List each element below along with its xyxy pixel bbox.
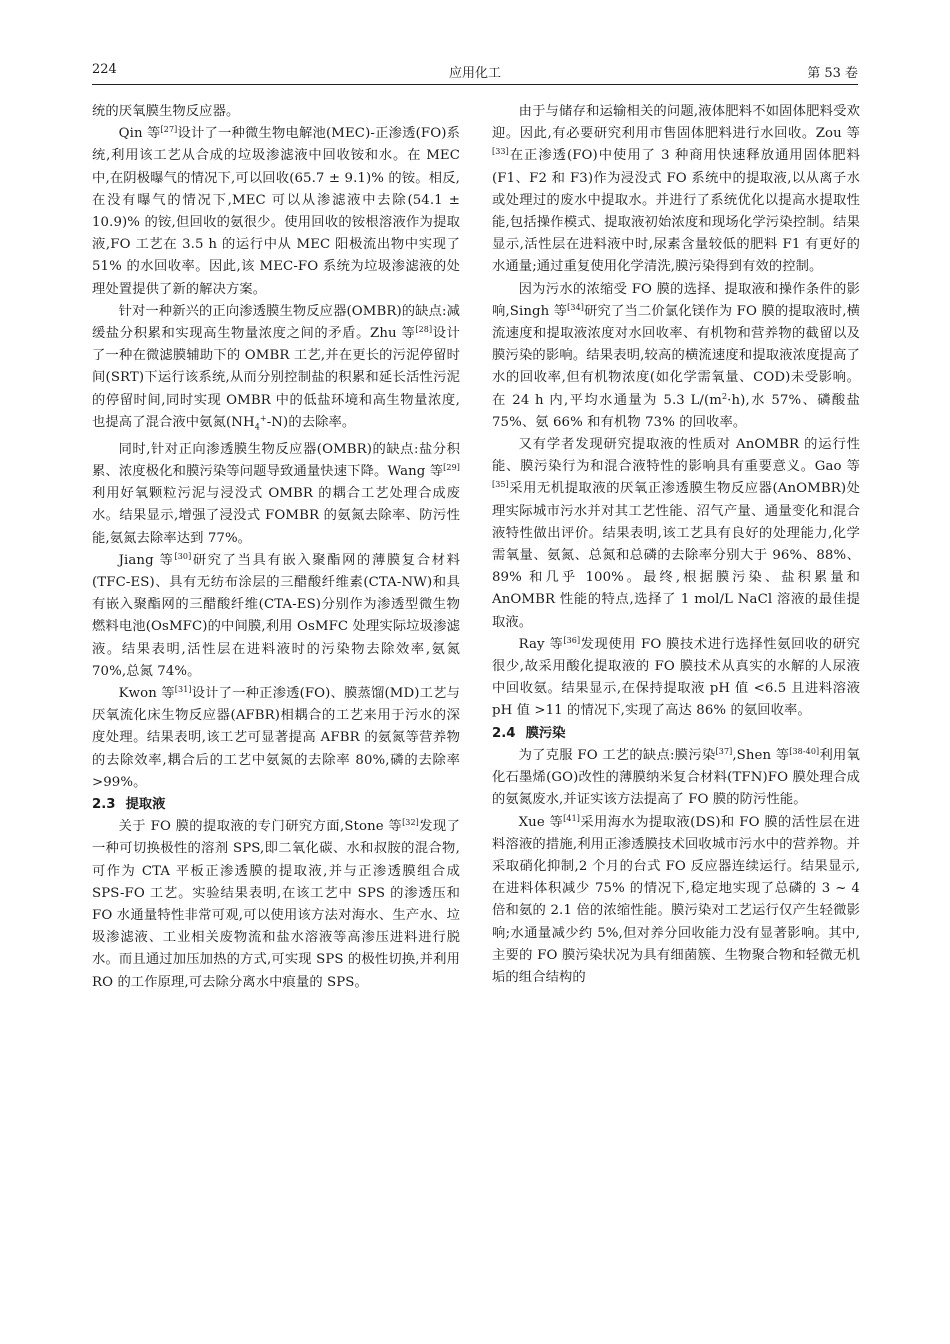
citation: [41] bbox=[563, 813, 580, 823]
section-heading-2-4: 2.4 膜污染 bbox=[492, 725, 566, 741]
paragraph: Xue 等[41]采用海水为提取液(DS)和 FO 膜的活性层在进料溶液的措施,利用正渗透膜技术回收城市污水中的营养物。并采取硝化抑制,2 个月的台式 FO 反应器连续运行。结果显示,在进料体积减少 75% 的情况下,稳定地实现了总磷的 3 ~ 4 倍和氨的 2.1 倍的浓缩性能。膜污染对工艺运行仅产生轻微影响;水通量减少约 5%,但对养分回收能力没有显著影响。其中,主要的 FO 膜污染状况为具有细菌簇、生物聚合物和轻微无机垢的组合结构的 bbox=[492, 813, 860, 985]
citation: [29] bbox=[443, 462, 460, 472]
citation: [35] bbox=[492, 480, 509, 490]
section-heading-2-3: 2.3 提取液 bbox=[92, 796, 166, 812]
journal-title: 应用化工 bbox=[448, 66, 501, 81]
left-column bbox=[92, 101, 460, 994]
citation: [32] bbox=[402, 818, 419, 828]
paragraph: 又有学者发现研究提取液的性质对 AnOMBR 的运行性能、膜污染行为和混合液特性的影响具有重要意义。Gao 等[35]采用无机提取液的厌氧正渗透膜生物反应器(AnOMBR)处理实际城市污水并对其工艺性能、沼气产量、通量变化和混合液特性做出评价。结果表明,该工艺具有良好的处理能力,化学需氧量、氨氮、总氮和总磷的去除率分别大于 96%、88%、89% 和几乎 100%。最终,根据膜污染、盐积累量和 AnOMBR 性能的特点,选择了 1 mol/L NaCl 溶液的最佳提取液。 bbox=[492, 437, 860, 630]
paragraph: Jiang 等[30]研究了当具有嵌入聚酯网的薄膜复合材料(TFC-ES)、具有无纺布涂层的三醋酸纤维素(CTA-NW)和具有嵌入聚酯网的三醋酸纤维(CTA-ES)分别作为渗透型微生物燃料电池(OsMFC)的中间膜,利用 OsMFC 处理实际垃圾渗滤液。结果表明,活性层在进料液时的污染物去除效率,氨氮 70%,总氮 74%。 bbox=[92, 551, 460, 679]
paragraph: 统的厌氧膜生物反应器。 bbox=[92, 104, 240, 119]
paragraph: 为了克服 FO 工艺的缺点:膜污染[37],Shen 等[38-40]利用氧化石墨烯(GO)改性的薄膜纳米复合材料(TFN)FO 膜处理合成的氨氮废水,并证实该方法提高了 FO 膜的防污性能。 bbox=[492, 746, 860, 808]
citation: [27] bbox=[160, 125, 178, 135]
citation: [34] bbox=[567, 302, 584, 312]
citation: [37] bbox=[715, 746, 733, 756]
paragraph: 由于与储存和运输相关的问题,液体肥料不如固体肥料受欢迎。因此,有必要研究利用市售固体肥料进行水回收。Zou 等[33]在正渗透(FO)中使用了 3 种商用快速释放通用固体肥料(F1、F2 和 F3)作为浸没式 FO 系统中的提取液,以从离子水或处理过的废水中提取水。并进行了系统优化以提高水提取性能,包括操作模式、提取液初始浓度和现场化学污染控制。结果显示,活性层在进料液中时,尿素含量较低的肥料 F1 有更好的水通量;通过重复使用化学清洗,膜污染得到有效的控制。 bbox=[492, 104, 860, 275]
citation: [30] bbox=[174, 551, 192, 561]
citation: [33] bbox=[492, 147, 509, 157]
citation: [31] bbox=[174, 684, 192, 694]
citation: [28] bbox=[415, 325, 433, 335]
running-header bbox=[92, 62, 858, 85]
page-number: 224 bbox=[92, 62, 117, 77]
volume-label: 第 53 卷 bbox=[807, 66, 858, 81]
paragraph: Kwon 等[31]设计了一种正渗透(FO)、膜蒸馏(MD)工艺与厌氧流化床生物反应器(AFBR)相耦合的工艺来用于污水的深度处理。结果表明,该工艺可显著提高 AFBR 的氨氮等营养物的去除效率,耦合后的工艺中氨氮的去除率 80%,磷的去除率 >99%。 bbox=[92, 684, 460, 790]
citation: [36] bbox=[563, 635, 581, 645]
right-column bbox=[492, 101, 860, 989]
paragraph: Ray 等[36]发现使用 FO 膜技术进行选择性氨回收的研究很少,故采用酸化提取液的 FO 膜技术从真实的水解的人尿液中回收氨。结果显示,在保持提取液 pH 值 <6.5 且进料溶液 pH 值 >11 的情况下,实现了高达 86% 的氨回收率。 bbox=[492, 635, 860, 719]
citation: [38-40] bbox=[789, 746, 820, 756]
paragraph: Qin 等[27]设计了一种微生物电解池(MEC)-正渗透(FO)系统,利用该工艺从合成的垃圾渗滤液中回收铵和水。在 MEC 中,在阴极曝气的情况下,可以回收(65.7 ± 9.1)% 的铵。相反,在没有曝气的情况下,MEC 可以从渗滤液中去除(54.1 ± 10.9)% 的铵,但回收的氨很少。使用回收的铵根溶液作为提取液,FO 工艺在 3.5 h 的运行中从 MEC 阳极流出物中实现了 51% 的水回收率。因此,该 MEC-FO 系统为垃圾渗滤液的处理处置提供了新的解决方案。 bbox=[92, 125, 460, 297]
paragraph: 关于 FO 膜的提取液的专门研究方面,Stone 等[32]发现了一种可切换极性的溶剂 SPS,即二氧化碳、水和叔胺的混合物,可作为 CTA 平板正渗透膜的提取液,并与正渗透膜组合成 SPS-FO 工艺。实验结果表明,在该工艺中 SPS 的渗透压和 FO 水通量特性非常可观,可以使用该方法对海水、生产水、垃圾渗滤液、工业相关废物流和盐水溶液等高渗压进料进行脱水。而且通过加压加热的方式,可实现 SPS 的极性切换,并利用 RO 的工作原理,可去除分离水中痕量的 SPS。 bbox=[92, 818, 460, 990]
paragraph: 针对一种新兴的正向渗透膜生物反应器(OMBR)的缺点:减缓盐分积累和实现高生物量浓度之间的矛盾。Zhu 等[28]设计了一种在微滤膜辅助下的 OMBR 工艺,并在更长的污泥停留时间(SRT)下运行该系统,从而分别控制盐的积累和延长活性污泥的停留时间,同时实现 OMBR 中的低盐环境和高生物量浓度,也提高了混合液中氨氮$(NH_4^+-N)$的去除率。 bbox=[92, 303, 461, 432]
paragraph: 同时,针对正向渗透膜生物反应器(OMBR)的缺点:盐分积累、浓度极化和膜污染等问题导致通量快速下降。Wang 等[29]利用好氧颗粒污泥与浸没式 OMBR 的耦合工艺处理合成废水。结果显示,增强了浸没式 FOMBR 的氨氮去除率、防污性能,氨氮去除率达到 77%。 bbox=[92, 441, 460, 546]
paragraph: 因为污水的浓缩受 FO 膜的选择、提取液和操作条件的影响,Singh 等[34]研究了当二价氯化镁作为 FO 膜的提取液时,横流速度和提取液浓度对水回收率、有机物和营养物的截留以及膜污染的影响。结果表明,较高的横流速度和提取液浓度提高了水的回收率,但有机物浓度(如化学需氧量、COD)未受影响。在 24 h 内,平均水通量为 5.3 $L/(m^2\cdot h)$,水 57%、磷酸盐 75%、氨 66% 和有机物 73% 的回收率。 bbox=[492, 281, 860, 430]
